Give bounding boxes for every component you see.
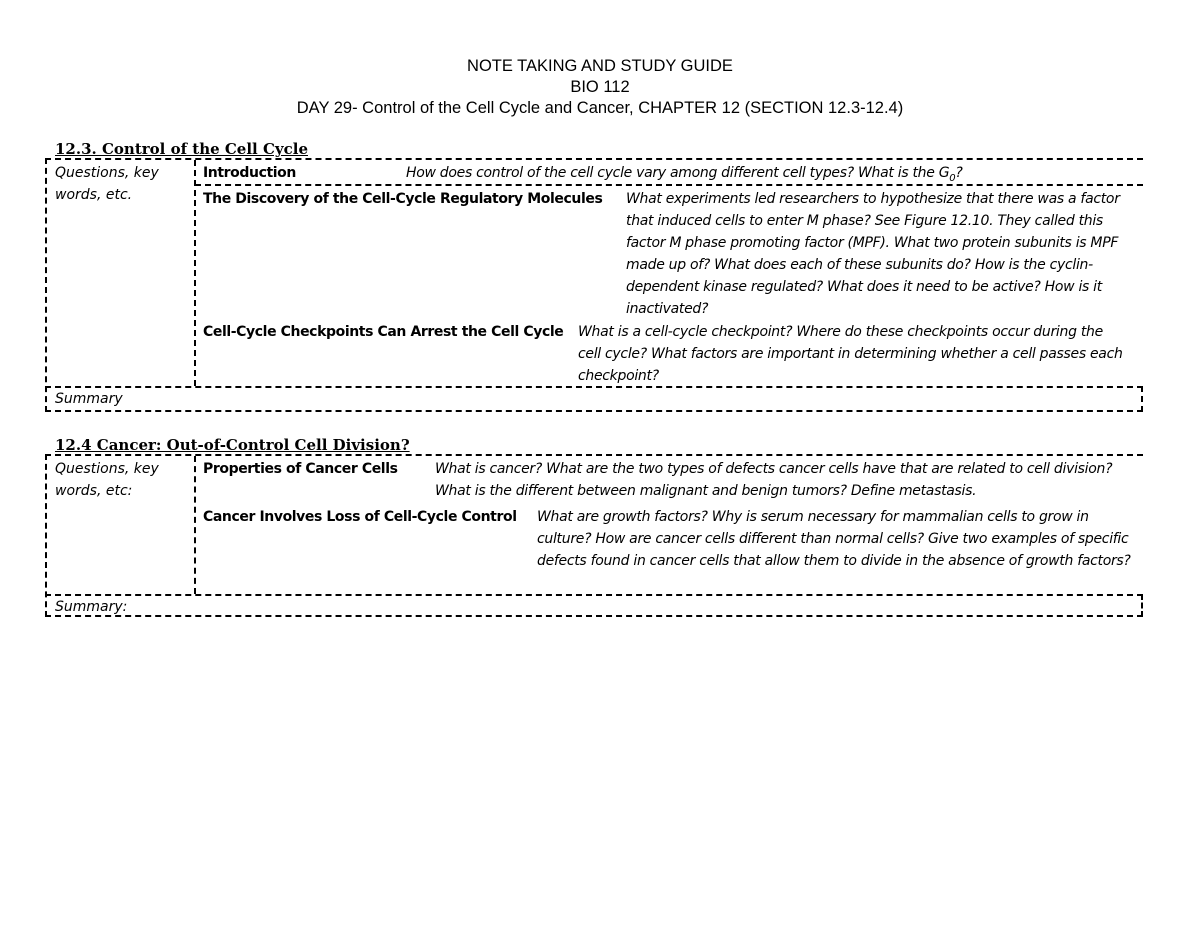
grid-line (45, 158, 47, 412)
question-loss-cell-cycle-control: What are growth factors? Why is serum necessary for mammalian cells to grow in culture? How are cancer cells different than normal cells? Give two examples of specific defects found in cancer cells that allow them to divide in the absence of growth factors? (537, 509, 1131, 569)
grid-line (45, 615, 1143, 617)
question-introduction: How does control of the cell cycle vary among different cell types? What is the $G_0$? (406, 165, 963, 184)
topic-introduction: Introduction (203, 165, 296, 181)
grid-line (1141, 386, 1143, 412)
questions-keywords-label: Questions, key words, etc: (55, 461, 159, 499)
question-properties-cancer-cells: What is cancer? What are the two types of defects cancer cells have that are related to cell division? What is the different between malignant and benign tumors? Define metastasis. (435, 461, 1113, 499)
grid-line (45, 158, 1143, 160)
topic-discovery-regulatory-molecules: The Discovery of the Cell-Cycle Regulatory Molecules (203, 191, 603, 207)
topic-properties-cancer-cells: Properties of Cancer Cells (203, 461, 398, 477)
grid-line (45, 454, 47, 617)
topic-checkpoints: Cell-Cycle Checkpoints Can Arrest the Cell Cycle (203, 324, 564, 340)
question-discovery-regulatory-molecules: What experiments led researchers to hypothesize that there was a factor that induced cells to enter M phase? See Figure 12.10. They called this factor M phase promoting factor (MPF). What two protein subunits is MPF made up of? What does each of these subunits do? How is the cyclin-dependent kinase regulated? What does it need to be active? How is it inactivated? (626, 191, 1120, 317)
grid-line (45, 410, 1143, 412)
section-title-12-4: 12.4 Cancer: Out-of-Control Cell Division? (55, 436, 410, 454)
header-title: NOTE TAKING AND STUDY GUIDE (467, 57, 733, 75)
section-title-12-3: 12.3. Control of the Cell Cycle (55, 140, 308, 158)
summary-label-12-4: Summary: (55, 599, 128, 615)
header-day-topic: DAY 29- Control of the Cell Cycle and Cancer, CHAPTER 12 (SECTION 12.3-12.4) (296, 99, 904, 117)
topic-loss-cell-cycle-control: Cancer Involves Loss of Cell-Cycle Control (203, 509, 517, 525)
grid-line (45, 594, 1143, 596)
header-course: BIO 112 (570, 78, 630, 96)
document-header (0, 56, 1200, 119)
question-checkpoints: What is a cell-cycle checkpoint? Where do these checkpoints occur during the cell cycle? What factors are important in determining whether a cell passes each checkpoint? (578, 324, 1123, 384)
grid-line (45, 454, 1143, 456)
questions-keywords-label: Questions, key words, etc. (55, 165, 159, 203)
summary-label-12-3: Summary (55, 391, 123, 407)
grid-line (1141, 594, 1143, 617)
